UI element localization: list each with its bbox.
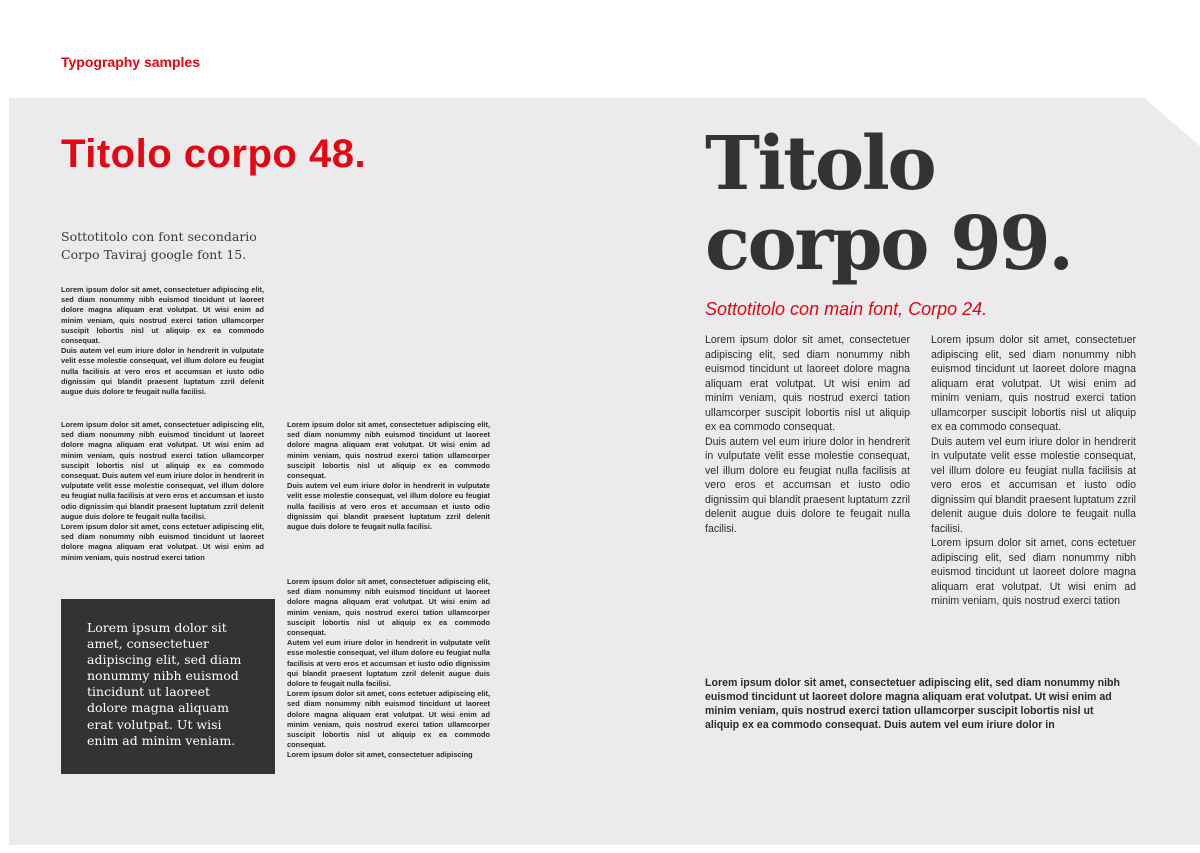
quote-box (61, 599, 275, 774)
paragraph: Duis autem vel eum iriure dolor in hendrerit in vulputate velit esse molestie consequat, vel illum dolore eu feugiat nulla facilisis at vero eros et accumsan et iusto odio dignissim qui blandit praesent luptatum zzril delenit augue duis dolore te feugait nulla facilisi. (61, 346, 264, 397)
paragraph: Lorem ipsum dolor sit amet, consectetuer adipiscing elit, sed diam nonummy nibh euismod tincidunt ut laoreet dolore magna aliquam erat volutpat. Ut wisi enim ad minim veniam, quis nostrud exerci tation ullamcorper suscipit lobortis nisl ut aliquip ex ea commodo consequat. (287, 577, 490, 638)
section-label: Typography samples (61, 54, 201, 70)
secondary-subtitle (61, 228, 301, 264)
paragraph: Lorem ipsum dolor sit amet, consectetuer adipiscing elit, sed diam nonummy nibh euismod tincidunt ut laoreet dolore magna aliquam erat volutpat. Ut wisi enim ad minim veniam, quis nostrud exerci tation ullamcorper suscipit lobortis nisl ut aliquip ex ea commodo consequat. Duis autem vel eum iriure dolor in hendrerit in vulputate velit esse molestie consequat, vel illum dolore eu feugiat nulla facilisis at vero eros et accumsan et iusto odio dignissim qui blandit praesent luptatum zzril delenit augue duis dolore te feugait nulla facilisi. (61, 420, 264, 521)
paragraph: Duis autem vel eum iriure dolor in hendrerit in vulputate velit esse molestie consequat, vel illum dolore eu feugiat nulla facilisis at vero eros et accumsan et iusto odio dignissim qui blandit praesent luptatum zzril delenit augue duis dolore te feugait nulla facilisi. (931, 435, 1136, 535)
paragraph: Autem vel eum iriure dolor in hendrerit in vulputate velit esse molestie consequat, vel illum dolore eu feugiat nulla facilisis at vero eros et accumsan et iusto odio dignissim qui blandit praesent luptatum zzril delenit augue duis dolore te feugait nulla facilisi. (287, 638, 490, 689)
right-col1-text (705, 333, 910, 536)
title-99-line1: Titolo (705, 121, 935, 207)
secondary-subtitle-line2: Corpo Taviraj google font 15. (61, 247, 247, 262)
right-col2-text (931, 333, 1136, 609)
paragraph: Lorem ipsum dolor sit amet, consectetuer adipiscing elit, sed diam nonummy nibh euismod tincidunt ut laoreet dolore magna aliquam erat volutpat. Ut wisi enim ad minim veniam, quis nostrud exerci tation ullamcorper suscipit lobortis nisl ut aliquip ex ea commodo consequat. (705, 334, 910, 433)
left-col1-text-block2 (61, 420, 264, 563)
title-48: Titolo corpo 48. (61, 132, 367, 176)
paragraph: Lorem ipsum dolor sit amet, cons ectetuer adipiscing elit, sed diam nonummy nibh euismod tincidunt ut laoreet dolore magna aliquam erat volutpat. Ut wisi enim ad minim veniam, quis nostrud exerci tation (61, 522, 264, 562)
paragraph: Duis autem vel eum iriure dolor in hendrerit in vulputate velit esse molestie consequat, vel illum dolore eu feugiat nulla facilisis at vero eros et accumsan et iusto odio dignissim qui blandit praesent luptatum zzril delenit augue duis dolore te feugait nulla facilisi. (287, 481, 490, 532)
paragraph: Duis autem vel eum iriure dolor in hendrerit in vulputate velit esse molestie consequat, vel illum dolore eu feugiat nulla facilisis at vero eros et accumsan et iusto odio dignissim qui blandit praesent luptatum zzril delenit augue duis dolore te feugait nulla facilisi. (705, 435, 910, 535)
paragraph: Lorem ipsum dolor sit amet, cons ectetuer adipiscing elit, sed diam nonummy nibh euismod tincidunt ut laoreet dolore magna aliquam erat volutpat. Ut wisi enim ad minim veniam, quis nostrud exerci tation ullamcorper suscipit lobortis nisl ut aliquip ex ea commodo consequat. (287, 689, 490, 750)
left-col2-text-block1 (287, 420, 490, 532)
left-col2-text-block2 (287, 577, 490, 761)
bold-paragraph: Lorem ipsum dolor sit amet, consectetuer adipiscing elit, sed diam nonummy nibh euismod tincidunt ut laoreet dolore magna aliquam erat volutpat. Ut wisi enim ad minim veniam, quis nostrud exerci tation ullamcorper suscipit lobortis nisl ut aliquip ex ea commodo consequat. Duis autem vel eum iriure dolor in (705, 677, 1120, 731)
paragraph: Lorem ipsum dolor sit amet, consectetuer adipiscing elit, sed diam nonummy nibh euismod tincidunt ut laoreet dolore magna aliquam erat volutpat. Ut wisi enim ad minim veniam, quis nostrud exerci tation ullamcorper suscipit lobortis nisl ut aliquip ex ea commodo consequat. (287, 420, 490, 481)
left-col1-text-block1 (61, 285, 264, 397)
paragraph: Lorem ipsum dolor sit amet, consectetuer adipiscing elit, sed diam nonummy nibh euismod tincidunt ut laoreet dolore magna aliquam erat volutpat. Ut wisi enim ad minim veniam, quis nostrud exerci tation ullamcorper suscipit lobortis nisl ut aliquip ex ea commodo consequat. (61, 285, 264, 346)
quote-text: Lorem ipsum dolor sit amet, consectetuer adipiscing elit, sed diam nonummy nibh euismod tincidunt ut laoreet dolore magna aliquam erat volutpat. Ut wisi enim ad minim veniam. (87, 620, 242, 748)
title-99-line2: corpo 99. (705, 201, 1072, 287)
secondary-subtitle-line1: Sottotitolo con font secondario (61, 229, 257, 244)
paragraph: Lorem ipsum dolor sit amet, consectetuer adipiscing elit, sed diam nonummy nibh euismod tincidunt ut laoreet dolore magna aliquam erat volutpat. Ut wisi enim ad minim veniam, quis nostrud exerci tation ullamcorper suscipit lobortis nisl ut aliquip ex ea commodo consequat. (931, 334, 1136, 433)
paragraph: Lorem ipsum dolor sit amet, cons ectetuer adipiscing elit, sed diam nonummy nibh euismod tincidunt ut laoreet dolore magna aliquam erat volutpat. Ut wisi enim ad minim veniam, quis nostrud exerci tation (931, 537, 1136, 607)
paragraph: Lorem ipsum dolor sit amet, consectetuer adipiscing (287, 750, 473, 760)
title-99 (705, 121, 1072, 287)
main-subtitle: Sottotitolo con main font, Corpo 24. (705, 299, 988, 319)
